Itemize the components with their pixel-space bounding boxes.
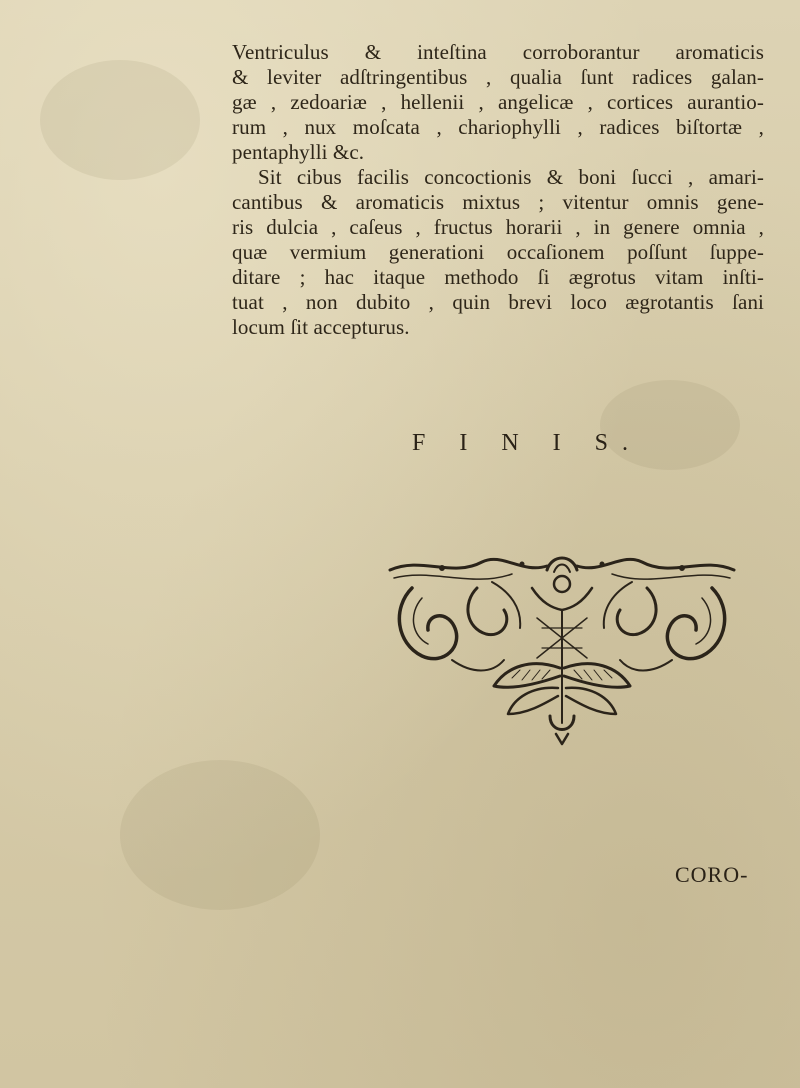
text-line: cantibus & aromaticis mixtus ; vitentur omnis gene-	[232, 190, 764, 214]
text-line: ditare ; hac itaque methodo ſi ægrotus vitam inſti-	[232, 265, 764, 289]
text-line: quæ vermium generationi occaſionem poſſunt ſuppe-	[232, 240, 764, 264]
paper-stain	[120, 760, 320, 910]
floral-scroll-ornament-icon	[382, 548, 742, 748]
text-line: rum , nux moſcata , chariophylli , radices biſtortæ ,	[232, 115, 764, 139]
text-line: pentaphylli &c.	[232, 140, 365, 164]
body-text	[232, 40, 764, 340]
text-line: gæ , zedoariæ , hellenii , angelicæ , cortices aurantio-	[232, 90, 764, 114]
catchword: CORO-	[675, 862, 749, 887]
text-line: & leviter adſtringentibus , qualia ſunt radices galan-	[232, 65, 764, 89]
paper-stain	[40, 60, 200, 180]
text-line: locum ſit accepturus.	[232, 315, 410, 339]
finis-heading: F I N I S.	[412, 430, 643, 456]
text-line: tuat , non dubito , quin brevi loco ægrotantis ſani	[232, 290, 764, 314]
text-line: Sit cibus facilis concoctionis & boni ſucci , amari-	[258, 165, 764, 189]
text-line: Ventriculus & inteſtina corroborantur aromaticis	[232, 40, 764, 64]
text-line: ris dulcia , caſeus , fructus horarii , in genere omnia ,	[232, 215, 764, 239]
